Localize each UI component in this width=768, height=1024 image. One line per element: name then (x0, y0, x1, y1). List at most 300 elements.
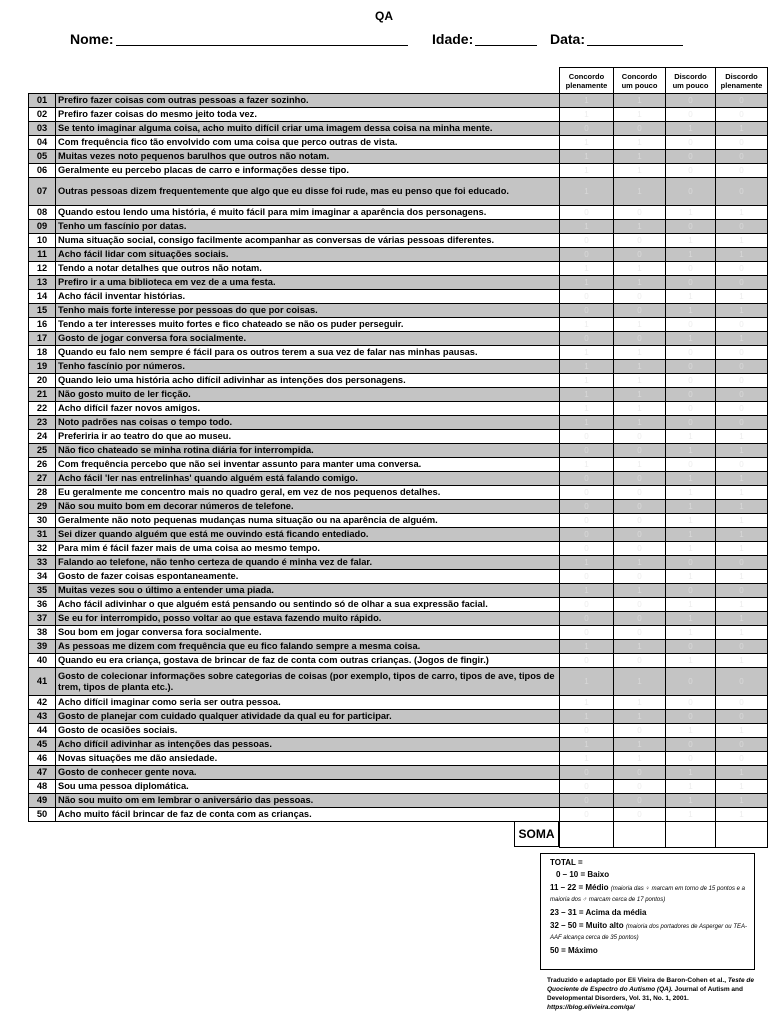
answer-cell[interactable]: 0 (560, 598, 614, 612)
answer-cell[interactable]: 1 (560, 458, 614, 472)
answer-cell[interactable]: 1 (614, 220, 666, 234)
credit-journal: Journal of Autism and Developmental Disorders, Vol. 31, No. 1, 2001. (547, 986, 743, 1002)
answer-cell[interactable]: 0 (666, 640, 716, 654)
answer-cell[interactable]: 0 (716, 458, 768, 472)
question-text: Acho muito fácil brincar de faz de conta com as crianças. (56, 808, 560, 822)
answer-cell[interactable]: 0 (716, 416, 768, 430)
answer-cell[interactable]: 0 (716, 94, 768, 108)
answer-cell[interactable]: 0 (716, 276, 768, 290)
question-number: 04 (29, 136, 56, 150)
answer-cell[interactable]: 1 (614, 374, 666, 388)
question-row (29, 360, 768, 374)
answer-cell[interactable]: 1 (666, 808, 716, 822)
question-text: Novas situações me dão ansiedade. (56, 752, 560, 766)
answer-cell[interactable]: 1 (614, 178, 666, 206)
answer-cell[interactable]: 1 (716, 794, 768, 808)
answer-cell[interactable]: 0 (716, 402, 768, 416)
question-row (29, 374, 768, 388)
answer-cell[interactable]: 1 (614, 458, 666, 472)
question-text: Quando eu era criança, gostava de brincar de faz de conta com outras crianças. (Jogos de fingir.) (56, 654, 560, 668)
answer-cell[interactable]: 1 (716, 514, 768, 528)
answer-cell[interactable]: 1 (560, 584, 614, 598)
answer-cell[interactable]: 1 (614, 346, 666, 360)
question-text: As pessoas me dizem com frequência que eu fico falando sempre a mesma coisa. (56, 640, 560, 654)
answer-cell[interactable]: 1 (666, 626, 716, 640)
answer-cell[interactable]: 0 (560, 794, 614, 808)
question-text: Preferiria ir ao teatro do que ao museu. (56, 430, 560, 444)
answer-cell[interactable]: 1 (716, 808, 768, 822)
answer-cell[interactable]: 0 (666, 752, 716, 766)
answer-cell[interactable]: 0 (716, 584, 768, 598)
answer-cell[interactable]: 0 (560, 808, 614, 822)
answer-cell[interactable]: 0 (614, 332, 666, 346)
answer-cell[interactable]: 1 (560, 346, 614, 360)
answer-cell[interactable]: 0 (560, 542, 614, 556)
answer-cell[interactable]: 0 (716, 388, 768, 402)
answer-cell[interactable]: 0 (614, 430, 666, 444)
answer-cell[interactable]: 0 (666, 556, 716, 570)
answer-cell[interactable]: 0 (614, 248, 666, 262)
answer-cell[interactable]: 0 (666, 262, 716, 276)
answer-cell[interactable]: 0 (666, 178, 716, 206)
answer-cell[interactable]: 0 (666, 136, 716, 150)
question-number: 47 (29, 766, 56, 780)
answer-cell[interactable]: 0 (560, 430, 614, 444)
answer-cell[interactable]: 0 (614, 122, 666, 136)
answer-cell[interactable]: 1 (560, 220, 614, 234)
answer-cell[interactable]: 0 (560, 122, 614, 136)
question-number: 23 (29, 416, 56, 430)
answer-cell[interactable]: 1 (666, 780, 716, 794)
answer-cell[interactable]: 1 (666, 304, 716, 318)
question-number: 10 (29, 234, 56, 248)
answer-cell[interactable]: 0 (666, 374, 716, 388)
answer-cell[interactable]: 0 (666, 220, 716, 234)
answer-cell[interactable]: 0 (614, 612, 666, 626)
answer-cell[interactable]: 0 (560, 626, 614, 640)
question-number: 25 (29, 444, 56, 458)
answer-cell[interactable]: 1 (666, 500, 716, 514)
answer-cell[interactable]: 1 (666, 234, 716, 248)
question-number: 20 (29, 374, 56, 388)
question-text: Se tento imaginar alguma coisa, acho muito difícil criar uma imagem dessa coisa na minha mente. (56, 122, 560, 136)
answer-cell[interactable]: 0 (666, 710, 716, 724)
sum-cell[interactable] (614, 822, 666, 848)
question-text: Gosto de colecionar informações sobre categorias de coisas (por exemplo, tipos de carro, tipos de ave, tipos de trem, tipos de planta etc.). (56, 668, 560, 696)
sum-label: SOMA (514, 822, 559, 848)
answer-cell[interactable]: 1 (614, 416, 666, 430)
sum-cell[interactable] (666, 822, 716, 848)
answer-cell[interactable]: 1 (716, 500, 768, 514)
answer-cell[interactable]: 1 (716, 304, 768, 318)
answer-cell[interactable]: 0 (560, 570, 614, 584)
answer-cell[interactable]: 0 (716, 136, 768, 150)
question-number: 11 (29, 248, 56, 262)
answer-cell[interactable]: 0 (614, 500, 666, 514)
answer-cell[interactable]: 0 (666, 388, 716, 402)
answer-cell[interactable]: 1 (560, 164, 614, 178)
answer-cell[interactable]: 0 (614, 794, 666, 808)
answer-cell[interactable]: 0 (560, 528, 614, 542)
answer-cell[interactable]: 0 (666, 416, 716, 430)
answer-cell[interactable]: 0 (560, 724, 614, 738)
answer-cell[interactable]: 0 (716, 164, 768, 178)
answer-cell[interactable]: 1 (666, 654, 716, 668)
question-row (29, 766, 768, 780)
answer-cell[interactable]: 1 (560, 738, 614, 752)
question-number: 40 (29, 654, 56, 668)
question-number: 37 (29, 612, 56, 626)
answer-cell[interactable]: 1 (560, 108, 614, 122)
question-number: 35 (29, 584, 56, 598)
credit-authors: Traduzido e adaptado por Eli Vieira de Baron-Cohen et al., (547, 977, 728, 984)
answer-cell[interactable]: 1 (614, 640, 666, 654)
answer-cell[interactable]: 0 (716, 178, 768, 206)
answer-cell[interactable]: 1 (716, 724, 768, 738)
question-row (29, 612, 768, 626)
question-text: Geralmente não noto pequenas mudanças numa situação ou na aparência de alguém. (56, 514, 560, 528)
answer-cell[interactable]: 0 (560, 654, 614, 668)
question-row (29, 528, 768, 542)
question-text: Muitas vezes sou o último a entender uma piada. (56, 584, 560, 598)
question-number: 24 (29, 430, 56, 444)
answer-cell[interactable]: 1 (560, 178, 614, 206)
answer-cell[interactable]: 0 (666, 94, 716, 108)
answer-cell[interactable]: 1 (614, 276, 666, 290)
question-number: 46 (29, 752, 56, 766)
answer-cell[interactable]: 1 (560, 710, 614, 724)
answer-cell[interactable]: 0 (560, 248, 614, 262)
answer-cell[interactable]: 1 (560, 94, 614, 108)
answer-cell[interactable]: 0 (716, 696, 768, 710)
question-number: 43 (29, 710, 56, 724)
answer-cell[interactable]: 0 (614, 234, 666, 248)
answer-cell[interactable]: 0 (666, 108, 716, 122)
question-number: 13 (29, 276, 56, 290)
question-number: 49 (29, 794, 56, 808)
questionnaire-table (28, 67, 768, 848)
answer-cell[interactable]: 0 (614, 542, 666, 556)
answer-cell[interactable]: 1 (560, 668, 614, 696)
answer-cell[interactable]: 0 (560, 500, 614, 514)
answer-cell[interactable]: 1 (614, 752, 666, 766)
answer-cell[interactable]: 0 (614, 206, 666, 220)
answer-cell[interactable]: 0 (666, 402, 716, 416)
answer-cell[interactable]: 0 (666, 738, 716, 752)
answer-cell[interactable]: 0 (716, 738, 768, 752)
answer-cell[interactable]: 1 (614, 696, 666, 710)
question-row (29, 248, 768, 262)
answer-cell[interactable]: 1 (716, 598, 768, 612)
question-text: Não fico chateado se minha rotina diária for interrompida. (56, 444, 560, 458)
name-line[interactable] (116, 32, 408, 46)
answer-cell[interactable]: 1 (560, 276, 614, 290)
answer-cell[interactable]: 1 (666, 430, 716, 444)
age-field[interactable] (432, 31, 537, 47)
answer-cell[interactable]: 0 (560, 332, 614, 346)
question-row (29, 570, 768, 584)
question-text: Acho fácil adivinhar o que alguém está pensando ou sentindo só de olhar a sua expressão facial. (56, 598, 560, 612)
answer-cell[interactable]: 0 (716, 262, 768, 276)
question-text: Falando ao telefone, não tenho certeza de quando é minha vez de falar. (56, 556, 560, 570)
answer-cell[interactable]: 0 (614, 472, 666, 486)
answer-cell[interactable]: 1 (716, 766, 768, 780)
answer-cell[interactable]: 1 (614, 164, 666, 178)
answer-cell[interactable]: 1 (560, 360, 614, 374)
answer-cell[interactable]: 1 (666, 444, 716, 458)
question-row (29, 514, 768, 528)
answer-cell[interactable]: 0 (716, 556, 768, 570)
answer-cell[interactable]: 0 (560, 304, 614, 318)
answer-cell[interactable]: 0 (560, 514, 614, 528)
question-number: 31 (29, 528, 56, 542)
question-text: Tenho fascínio por números. (56, 360, 560, 374)
answer-cell[interactable]: 1 (716, 332, 768, 346)
question-row (29, 738, 768, 752)
answer-cell[interactable]: 1 (666, 514, 716, 528)
sum-row (29, 822, 768, 848)
answer-cell[interactable]: 0 (666, 346, 716, 360)
answer-cell[interactable]: 0 (614, 290, 666, 304)
question-text: Com frequência percebo que não sei inventar assunto para manter uma conversa. (56, 458, 560, 472)
date-field[interactable] (550, 31, 683, 47)
answer-cell[interactable]: 0 (716, 346, 768, 360)
answer-cell[interactable]: 0 (560, 766, 614, 780)
question-text: Sei dizer quando alguém que está me ouvindo está ficando entediado. (56, 528, 560, 542)
answer-cell[interactable]: 1 (666, 486, 716, 500)
answer-cell[interactable]: 0 (716, 220, 768, 234)
answer-cell[interactable]: 0 (614, 486, 666, 500)
answer-cell[interactable]: 1 (614, 108, 666, 122)
answer-cell[interactable]: 1 (560, 318, 614, 332)
question-number: 38 (29, 626, 56, 640)
credit-url: https://blog.elivieira.com/qa/ (547, 1004, 635, 1011)
answer-cell[interactable]: 1 (560, 150, 614, 164)
question-number: 02 (29, 108, 56, 122)
answer-cell[interactable]: 1 (666, 724, 716, 738)
answer-cell[interactable]: 0 (716, 710, 768, 724)
question-row (29, 626, 768, 640)
answer-cell[interactable]: 1 (666, 290, 716, 304)
answer-cell[interactable]: 1 (666, 598, 716, 612)
answer-cell[interactable]: 1 (716, 542, 768, 556)
sum-cell[interactable] (560, 822, 614, 848)
answer-cell[interactable]: 1 (614, 262, 666, 276)
answer-cell[interactable]: 1 (666, 612, 716, 626)
question-text: Se eu for interrompido, posso voltar ao que estava fazendo muito rápido. (56, 612, 560, 626)
answer-cell[interactable]: 0 (666, 458, 716, 472)
question-number: 08 (29, 206, 56, 220)
answer-cell[interactable]: 0 (614, 766, 666, 780)
answer-cell[interactable]: 0 (666, 150, 716, 164)
answer-cell[interactable]: 1 (614, 738, 666, 752)
question-text: Prefiro ir a uma biblioteca em vez de a uma festa. (56, 276, 560, 290)
score-max: 50 = Máximo (550, 946, 598, 955)
question-row (29, 542, 768, 556)
answer-cell[interactable]: 1 (614, 318, 666, 332)
answer-cell[interactable]: 0 (560, 780, 614, 794)
answer-cell[interactable]: 1 (666, 766, 716, 780)
answer-cell[interactable]: 0 (716, 360, 768, 374)
age-line[interactable] (475, 32, 537, 46)
question-text: Quando eu falo nem sempre é fácil para os outros terem a sua vez de falar nas minhas pausas. (56, 346, 560, 360)
question-number: 09 (29, 220, 56, 234)
answer-cell[interactable]: 1 (666, 122, 716, 136)
answer-cell[interactable]: 1 (560, 696, 614, 710)
question-text: Numa situação social, consigo facilmente acompanhar as conversas de várias pessoas diferentes. (56, 234, 560, 248)
question-text: Tenho mais forte interesse por pessoas do que por coisas. (56, 304, 560, 318)
answer-cell[interactable]: 0 (614, 528, 666, 542)
answer-cell[interactable]: 1 (716, 486, 768, 500)
answer-cell[interactable]: 1 (716, 780, 768, 794)
answer-cell[interactable]: 0 (614, 444, 666, 458)
question-row (29, 220, 768, 234)
answer-cell[interactable]: 1 (614, 136, 666, 150)
question-text: Gosto de jogar conversa fora socialmente. (56, 332, 560, 346)
question-text: Outras pessoas dizem frequentemente que algo que eu disse foi rude, mas eu penso que foi educado. (56, 178, 560, 206)
answer-cell[interactable]: 1 (560, 556, 614, 570)
answer-cell[interactable]: 1 (716, 528, 768, 542)
answer-cell[interactable]: 0 (614, 808, 666, 822)
answer-cell[interactable]: 0 (614, 514, 666, 528)
answer-cell[interactable]: 0 (716, 374, 768, 388)
answer-cell[interactable]: 1 (666, 542, 716, 556)
name-field[interactable] (70, 31, 408, 47)
question-row (29, 332, 768, 346)
question-text: Acho difícil fazer novos amigos. (56, 402, 560, 416)
answer-cell[interactable]: 1 (666, 206, 716, 220)
question-number: 48 (29, 780, 56, 794)
answer-cell[interactable]: 1 (560, 416, 614, 430)
answer-cell[interactable]: 0 (560, 486, 614, 500)
answer-cell[interactable]: 1 (560, 388, 614, 402)
answer-cell[interactable]: 1 (560, 136, 614, 150)
score-range-low: 0 – 10 = Baixo (556, 870, 610, 879)
question-text: Geralmente eu percebo placas de carro e informações desse tipo. (56, 164, 560, 178)
answer-cell[interactable]: 1 (614, 150, 666, 164)
answer-cell[interactable]: 0 (560, 612, 614, 626)
answer-cell[interactable]: 0 (560, 234, 614, 248)
sum-cell[interactable] (716, 822, 768, 848)
answer-cell[interactable]: 1 (716, 612, 768, 626)
answer-cell[interactable]: 0 (716, 752, 768, 766)
answer-cell[interactable]: 1 (614, 360, 666, 374)
question-number: 32 (29, 542, 56, 556)
answer-cell[interactable]: 1 (560, 640, 614, 654)
answer-cell[interactable]: 1 (666, 248, 716, 262)
answer-cell[interactable]: 0 (614, 304, 666, 318)
answer-cell[interactable]: 1 (716, 570, 768, 584)
question-row (29, 640, 768, 654)
answer-cell[interactable]: 1 (716, 248, 768, 262)
answer-cell[interactable]: 0 (560, 206, 614, 220)
answer-cell[interactable]: 1 (716, 626, 768, 640)
question-text: Sou uma pessoa diplomática. (56, 780, 560, 794)
question-row (29, 808, 768, 822)
answer-cell[interactable]: 1 (716, 654, 768, 668)
date-label: Data: (550, 31, 586, 47)
answer-cell[interactable]: 0 (716, 668, 768, 696)
score-range-above: 23 – 31 = Acima da média (550, 908, 647, 917)
answer-cell[interactable]: 1 (716, 290, 768, 304)
question-text: Com frequência fico tão envolvido com uma coisa que perco outras de vista. (56, 136, 560, 150)
answer-cell[interactable]: 1 (716, 430, 768, 444)
question-text: Quando leio uma história acho difícil adivinhar as intenções dos personagens. (56, 374, 560, 388)
question-row (29, 458, 768, 472)
answer-cell[interactable]: 0 (560, 444, 614, 458)
answer-cell[interactable]: 0 (666, 668, 716, 696)
answer-cell[interactable]: 1 (614, 668, 666, 696)
answer-cell[interactable]: 1 (560, 374, 614, 388)
answer-cell[interactable]: 0 (666, 360, 716, 374)
answer-cell[interactable]: 1 (666, 794, 716, 808)
question-row (29, 304, 768, 318)
question-number: 30 (29, 514, 56, 528)
question-number: 41 (29, 668, 56, 696)
answer-cell[interactable]: 1 (560, 262, 614, 276)
question-row (29, 794, 768, 808)
answer-cell[interactable]: 0 (666, 696, 716, 710)
answer-cell[interactable]: 0 (716, 108, 768, 122)
answer-cell[interactable]: 1 (716, 444, 768, 458)
answer-cell[interactable]: 0 (614, 570, 666, 584)
answer-cell[interactable]: 0 (614, 626, 666, 640)
answer-cell[interactable]: 0 (666, 584, 716, 598)
score-range-high-note: (maioria dos portadores de Asperger ou TEA-AAF alcança cerca de 35 pontos) (550, 924, 747, 941)
answer-cell[interactable]: 0 (666, 276, 716, 290)
answer-cell[interactable]: 1 (716, 234, 768, 248)
answer-cell[interactable]: 0 (614, 780, 666, 794)
question-row (29, 724, 768, 738)
answer-cell[interactable]: 1 (560, 752, 614, 766)
question-row (29, 290, 768, 304)
answer-cell[interactable]: 1 (560, 402, 614, 416)
page-title: QA (375, 9, 393, 23)
answer-cell[interactable]: 1 (716, 122, 768, 136)
date-line[interactable] (587, 32, 683, 46)
answer-cell[interactable]: 0 (716, 640, 768, 654)
answer-cell[interactable]: 0 (716, 318, 768, 332)
answer-cell[interactable]: 0 (560, 290, 614, 304)
question-number: 33 (29, 556, 56, 570)
answer-cell[interactable]: 1 (614, 584, 666, 598)
answer-cell[interactable]: 1 (614, 710, 666, 724)
answer-cell[interactable]: 1 (666, 472, 716, 486)
answer-cell[interactable]: 0 (666, 318, 716, 332)
answer-cell[interactable]: 0 (614, 724, 666, 738)
question-row (29, 94, 768, 108)
answer-cell[interactable]: 0 (614, 598, 666, 612)
answer-cell[interactable]: 1 (666, 332, 716, 346)
answer-cell[interactable]: 1 (666, 528, 716, 542)
answer-cell[interactable]: 1 (716, 206, 768, 220)
answer-cell[interactable]: 1 (716, 472, 768, 486)
answer-cell[interactable]: 1 (614, 556, 666, 570)
answer-cell[interactable]: 0 (560, 472, 614, 486)
question-number: 36 (29, 598, 56, 612)
answer-cell[interactable]: 0 (614, 654, 666, 668)
answer-cell[interactable]: 0 (666, 164, 716, 178)
answer-cell[interactable]: 1 (614, 94, 666, 108)
answer-cell[interactable]: 0 (716, 150, 768, 164)
answer-cell[interactable]: 1 (666, 570, 716, 584)
question-row (29, 486, 768, 500)
answer-cell[interactable]: 1 (614, 388, 666, 402)
answer-cell[interactable]: 1 (614, 402, 666, 416)
question-text: Tenho um fascínio por datas. (56, 220, 560, 234)
question-row (29, 430, 768, 444)
question-number: 21 (29, 388, 56, 402)
